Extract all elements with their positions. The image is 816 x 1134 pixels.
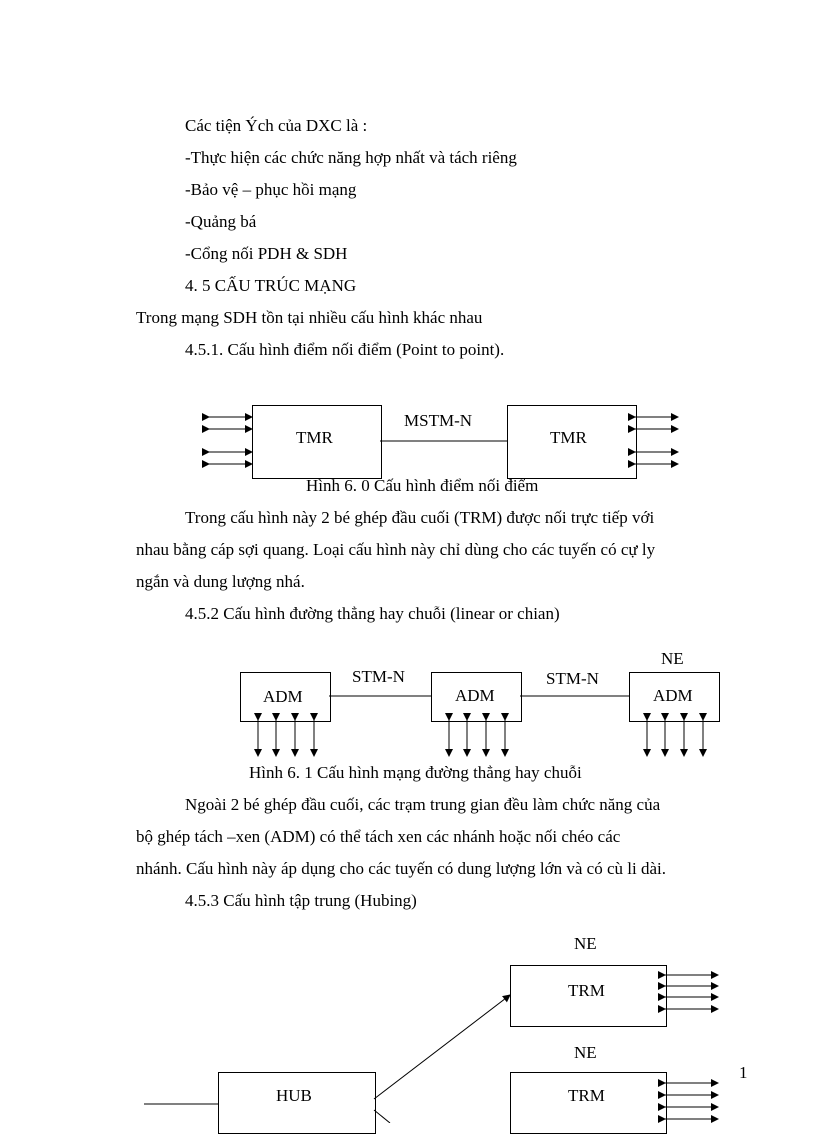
ne-label: NE	[661, 649, 684, 668]
trm-label-bottom: TRM	[568, 1086, 605, 1105]
intro-item: -Cổng nối PDH & SDH	[185, 244, 348, 263]
section-intro: Trong mạng SDH tồn tại nhiều cấu hình khác nhau	[136, 308, 483, 327]
s451-para-line: nhau bằng cáp sợi quang. Loại cấu hình này chỉ dùng cho các tuyến có cự ly	[136, 540, 656, 559]
intro-item: -Bảo vệ – phục hồi mạng	[185, 180, 357, 199]
ne-label-bottom: NE	[574, 1043, 597, 1062]
s452-heading: 4.5.2 Cấu hình đường thẳng hay chuỗi (linear or chian)	[185, 604, 560, 623]
ne-label-top: NE	[574, 934, 597, 953]
intro-title: Các tiện Ých của DXC là :	[185, 116, 368, 135]
s451-heading: 4.5.1. Cấu hình điểm nối điểm (Point to point).	[185, 340, 505, 359]
page-number: 1	[739, 1063, 748, 1082]
tmr-label-left: TMR	[296, 428, 333, 447]
s452-para-line: bộ ghép tách –xen (ADM) có thể tách xen các nhánh hoặc nối chéo các	[136, 827, 621, 846]
s452-para-line: Ngoài 2 bé ghép đầu cuối, các trạm trung gian đều làm chức năng của	[185, 795, 661, 814]
hub-to-trm-top-arrow	[374, 995, 510, 1099]
adm-label-2: ADM	[455, 686, 495, 705]
intro-item: -Thực hiện các chức năng hợp nhất và tách riêng	[185, 148, 517, 167]
s451-para-line: Trong cấu hình này 2 bé ghép đầu cuối (TRM) được nối trực tiếp với	[185, 508, 655, 527]
hub-to-trm-bottom-arrow	[374, 1110, 390, 1123]
s451-para-line: ngắn và dung lượng nhá.	[136, 572, 305, 591]
trm-label-top: TRM	[568, 981, 605, 1000]
fig61-caption: Hình 6. 1 Cấu hình mạng đường thẳng hay chuỗi	[249, 763, 582, 782]
adm-label-3: ADM	[653, 686, 693, 705]
trm-top-tributary-arrows	[665, 975, 718, 1009]
link-label-stm-1: STM-N	[352, 667, 405, 686]
link-label-stm-2: STM-N	[546, 669, 599, 688]
trm-bottom-tributary-arrows	[665, 1083, 718, 1119]
s453-heading: 4.5.3 Cấu hình tập trung (Hubing)	[185, 891, 417, 910]
hub-label: HUB	[276, 1086, 312, 1105]
fig60-caption: Hình 6. 0 Cấu hình điểm nối điểm	[306, 476, 539, 495]
intro-item: -Quảng bá	[185, 212, 257, 231]
link-label-mstm: MSTM-N	[404, 411, 473, 430]
tmr-label-right: TMR	[550, 428, 587, 447]
s452-para-line: nhánh. Cấu hình này áp dụng cho các tuyến có dung lượng lớn và có cù li dài.	[136, 859, 666, 878]
adm-label-1: ADM	[263, 687, 303, 706]
section-heading: 4. 5 CẤU TRÚC MẠNG	[185, 276, 357, 295]
